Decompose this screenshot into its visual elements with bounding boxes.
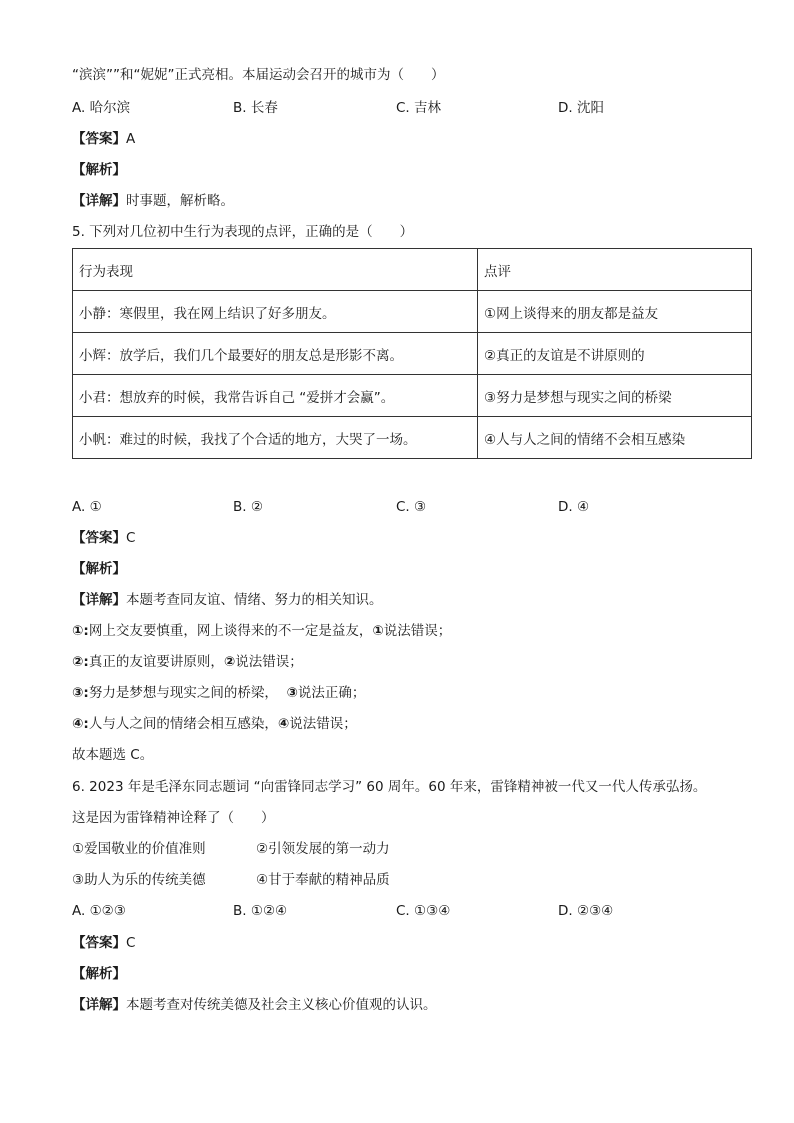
table-row — [73, 291, 752, 333]
detail-label: 【详解】 — [72, 997, 126, 1013]
q6-item-4: ④甘于奉献的精神品质 — [256, 872, 390, 888]
point-text: 网上交友要慎重，网上谈得来的不一定是益友， — [88, 623, 373, 639]
q6-stem-line-2: 这是因为雷锋精神诠释了（ ） — [72, 810, 275, 826]
answer-value: C — [126, 530, 136, 546]
answer-label: 【答案】 — [72, 131, 126, 147]
table-header-cell: 行为表现 — [73, 249, 478, 291]
q6-option-c: C. ①③④ — [396, 903, 451, 919]
table-cell: ②真正的友谊是不讲原则的 — [478, 333, 752, 375]
q4-detail — [72, 192, 234, 210]
q6-option-a: A. ①②③ — [72, 903, 126, 919]
q6-item-3: ③助人为乐的传统美德 — [72, 872, 206, 888]
answer-label: 【答案】 — [72, 935, 126, 951]
q4-stem: “滨滨””和“妮妮”正式亮相。本届运动会召开的城市为（ ） — [72, 67, 445, 83]
point-tail: 说法错误； — [235, 654, 303, 670]
table-row — [73, 333, 752, 375]
point-mark: ④: — [72, 716, 89, 732]
q5-point-2 — [72, 653, 303, 671]
q6-option-b: B. ①②④ — [233, 903, 288, 919]
table-cell: ④人与人之间的情绪不会相互感染 — [478, 417, 752, 459]
q5-option-a: A. ① — [72, 499, 102, 515]
q6-item-2: ②引领发展的第一动力 — [256, 841, 390, 857]
q5-conclusion: 故本题选 C。 — [72, 747, 154, 763]
q4-option-b: B. 长春 — [233, 100, 278, 116]
detail-label: 【详解】 — [72, 592, 126, 608]
q6-detail — [72, 996, 437, 1014]
q4-option-a: A. 哈尔滨 — [72, 100, 131, 116]
table-cell: ①网上谈得来的朋友都是益友 — [478, 291, 752, 333]
detail-text: 本题考查同友谊、情绪、努力的相关知识。 — [126, 592, 383, 608]
table-header-row — [73, 249, 752, 291]
q5-detail — [72, 591, 383, 609]
point-mark: ③: — [72, 685, 89, 701]
q4-option-d: D. 沈阳 — [558, 100, 604, 116]
table-cell: 小辉：放学后，我们几个最要好的朋友总是形影不离。 — [73, 333, 478, 375]
answer-value: C — [126, 935, 136, 951]
point-mark-inline: ③ — [286, 685, 298, 701]
point-mark-inline: ④ — [277, 716, 290, 732]
point-tail: 说法错误； — [383, 623, 452, 639]
detail-text: 时事题，解析略。 — [126, 193, 234, 209]
q5-stem: 5. 下列对几位初中生行为表现的点评，正确的是（ ） — [72, 224, 414, 240]
table-cell: ③努力是梦想与现实之间的桥梁 — [478, 375, 752, 417]
table-cell: 小静：寒假里，我在网上结识了好多朋友。 — [73, 291, 478, 333]
answer-label: 【答案】 — [72, 530, 126, 546]
point-text: 人与人之间的情绪会相互感染， — [88, 716, 278, 732]
q5-analysis-label: 【解析】 — [72, 561, 126, 577]
q5-option-c: C. ③ — [396, 499, 427, 515]
point-tail: 说法错误； — [289, 716, 357, 732]
q6-option-d: D. ②③④ — [558, 903, 614, 919]
q5-point-1 — [72, 622, 451, 640]
q6-answer — [72, 934, 135, 952]
q5-option-b: B. ② — [233, 499, 263, 515]
q4-answer — [72, 130, 135, 148]
detail-text: 本题考查对传统美德及社会主义核心价值观的认识。 — [126, 997, 437, 1013]
q5-point-3 — [72, 684, 365, 702]
point-text: 真正的友谊要讲原则， — [88, 654, 224, 670]
q4-analysis-label: 【解析】 — [72, 162, 126, 178]
point-mark: ①: — [72, 623, 89, 639]
q5-answer — [72, 529, 135, 547]
point-text: 努力是梦想与现实之间的桥梁， — [88, 685, 287, 701]
point-tail: 说法正确； — [297, 685, 366, 701]
q5-point-4 — [72, 715, 357, 733]
answer-value: A — [126, 131, 136, 147]
q6-analysis-label: 【解析】 — [72, 966, 126, 982]
q5-option-d: D. ④ — [558, 499, 590, 515]
table-header-cell: 点评 — [478, 249, 752, 291]
q4-option-c: C. 吉林 — [396, 100, 442, 116]
q6-item-1: ①爱国敬业的价值准则 — [72, 841, 206, 857]
detail-label: 【详解】 — [72, 193, 126, 209]
table-cell: 小君：想放弃的时候，我常告诉自己 “爱拼才会赢”。 — [73, 375, 478, 417]
point-mark: ②: — [72, 654, 89, 670]
point-mark-inline: ② — [223, 654, 236, 670]
point-mark-inline: ① — [372, 623, 384, 639]
table-row — [73, 417, 752, 459]
table-cell: 小帆：难过的时候，我找了个合适的地方，大哭了一场。 — [73, 417, 478, 459]
table-row — [73, 375, 752, 417]
q6-stem-line-1: 6. 2023 年是毛泽东同志题词 “向雷锋同志学习” 60 周年。60 年来，雷锋精神被一代又一代人传承弘扬。 — [72, 779, 707, 795]
q5-evaluation-table — [72, 248, 752, 459]
